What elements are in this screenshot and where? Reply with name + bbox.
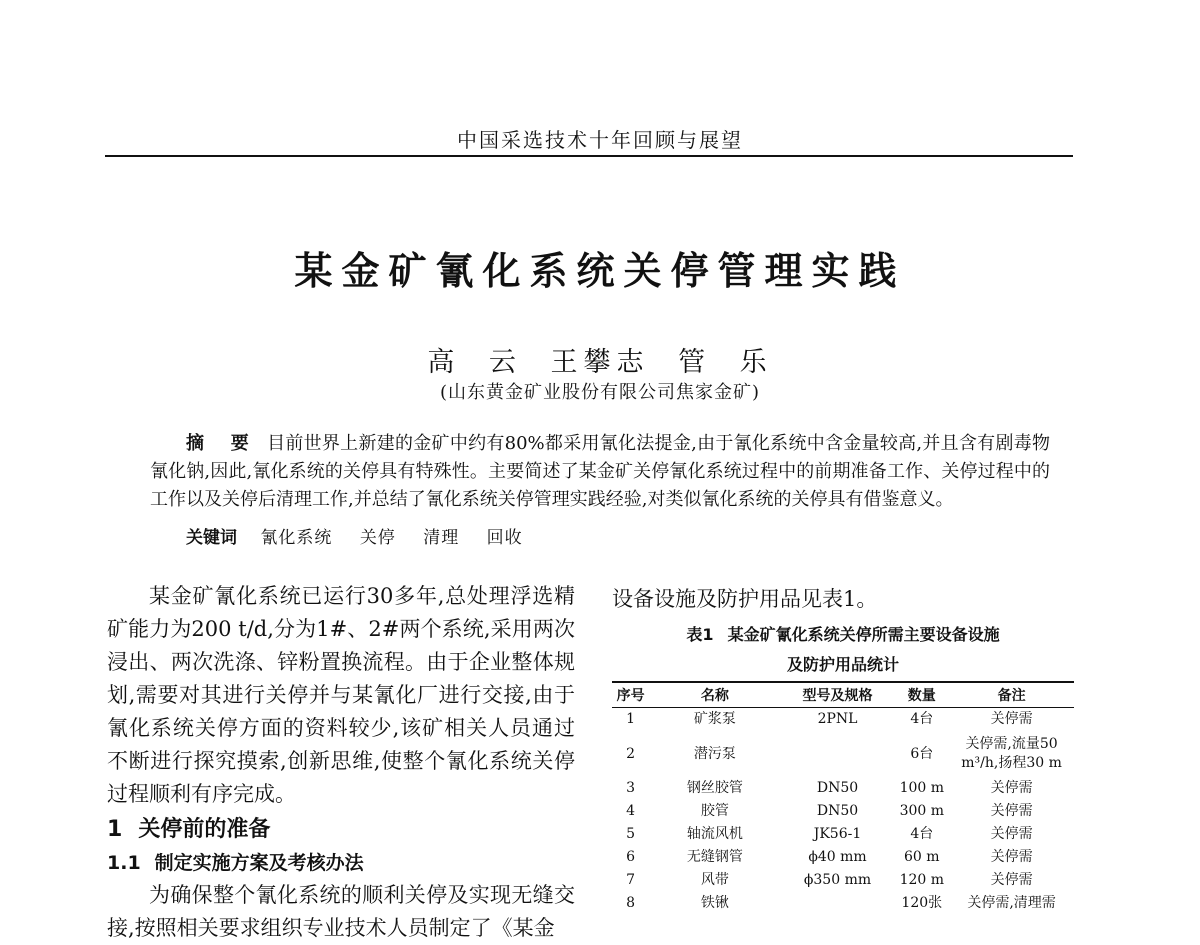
table-row <box>612 708 1074 732</box>
cell-model: JK56-1 <box>813 826 862 842</box>
cell-quantity: 6台 <box>910 745 934 762</box>
cell-remark: 关停需 <box>990 826 1033 842</box>
cell-name: 铁锹 <box>700 895 729 911</box>
table-row <box>612 777 1074 800</box>
cell-remark: 关停需 <box>990 872 1033 888</box>
cell-remark: 关停需 <box>990 849 1033 865</box>
column-header-model: 型号及规格 <box>781 682 895 708</box>
left-column <box>107 580 575 945</box>
cell-name: 钢丝胶管 <box>686 780 743 796</box>
article-title: 某金矿氰化系统关停管理实践 <box>294 248 906 293</box>
cell-name: 潜污泵 <box>693 745 736 762</box>
cell-model <box>781 731 895 777</box>
cell-no: 1 <box>626 711 636 727</box>
cell-model: DN50 <box>816 803 859 819</box>
cell-remark: 关停需,流量50 m³/h,扬程30 m <box>961 736 1062 771</box>
cell-no: 3 <box>626 780 636 796</box>
table-row <box>612 892 1074 915</box>
cell-name: 无缝钢管 <box>686 849 743 865</box>
author-list <box>0 340 1200 379</box>
cell-name: 胶管 <box>700 803 729 819</box>
table-caption-text: 某金矿氰化系统关停所需主要设备设施 <box>727 625 1000 644</box>
body-paragraph-2: 为确保整个氰化系统的顺利关停及实现无缝交接,按照相关要求组织专业技术人员制定了《某金 <box>107 883 575 940</box>
cell-quantity: 300 m <box>899 803 945 819</box>
keyword: 关停 <box>359 528 396 548</box>
equipment-table <box>612 681 1074 915</box>
keyword: 氰化系统 <box>260 528 333 548</box>
cell-model: ϕ350 mm <box>803 872 872 888</box>
cell-quantity: 4台 <box>910 826 934 842</box>
table-caption-line-2: 及防护用品统计 <box>786 655 899 674</box>
cell-remark: 关停需 <box>990 803 1033 819</box>
table-row <box>612 869 1074 892</box>
header-rule <box>105 155 1073 157</box>
author-1: 高 云 <box>427 347 522 378</box>
cell-no: 2 <box>626 745 636 762</box>
cell-no: 7 <box>626 872 636 888</box>
column-header-no: 序号 <box>612 682 649 708</box>
section-heading-1 <box>107 813 575 847</box>
cell-quantity: 120张 <box>901 895 943 911</box>
table-number: 表1 <box>686 625 714 644</box>
cell-quantity: 100 m <box>899 780 945 796</box>
cell-remark: 关停需 <box>990 711 1033 727</box>
section-title: 关停前的准备 <box>138 817 271 842</box>
cell-no: 8 <box>626 895 636 911</box>
column-header-quantity: 数量 <box>894 682 949 708</box>
keyword: 清理 <box>423 528 460 548</box>
author-3: 管 乐 <box>678 347 773 378</box>
abstract-text: 目前世界上新建的金矿中约有80%都采用氰化法提金,由于氰化系统中含金量较高,并且含有剧毒物氰化钠,因此,氰化系统的关停具有特殊性。主要简述了某金矿关停氰化系统过程中的前期准备工作、关停过程中的工作以及关停后清理工作,并总结了氰化系统关停管理实践经验,对类似氰化系统的关停具有借鉴意义。 <box>150 433 1050 510</box>
keywords-label: 关键词 <box>186 528 237 548</box>
keywords <box>186 523 545 548</box>
abstract-paragraph <box>150 430 1050 514</box>
cell-quantity: 120 m <box>899 872 945 888</box>
affiliation: (山东黄金矿业股份有限公司焦家金矿) <box>439 382 761 403</box>
abstract <box>150 430 1050 514</box>
subsection-number: 1.1 <box>107 852 141 874</box>
table-row <box>612 846 1074 869</box>
section-number: 1 <box>107 817 123 842</box>
cell-quantity: 60 m <box>904 849 940 865</box>
cell-model: 2PNL <box>817 711 858 727</box>
cell-name: 风带 <box>700 872 729 888</box>
table-caption <box>612 620 1074 680</box>
cell-remark: 关停需 <box>990 780 1033 796</box>
subsection-title: 制定实施方案及考核办法 <box>154 852 364 874</box>
table-row <box>612 823 1074 846</box>
table-row <box>612 731 1074 777</box>
cell-model: DN50 <box>816 780 859 796</box>
body-paragraph-1: 某金矿氰化系统已运行30多年,总处理浮选精矿能力为200 t/d,分为1#、2#两个系统,采用两次浸出、两次洗涤、锌粉置换流程。由于企业整体规划,需要对其进行关停并与某氰化厂进行交接,由于氰化系统关停方面的资料较少,该矿相关人员通过不断进行探究摸索,创新思维,使整个氰化系统关停过程顺利有序完成。 <box>107 584 575 806</box>
running-header: 中国采选技术十年回顾与展望 <box>457 128 743 152</box>
cell-no: 5 <box>626 826 636 842</box>
column-header-name: 名称 <box>649 682 780 708</box>
subsection-heading-1-1 <box>107 847 575 879</box>
right-column-intro: 设备设施及防护用品见表1。 <box>612 587 878 611</box>
author-2: 王攀志 <box>550 347 650 378</box>
cell-name: 轴流风机 <box>686 826 743 842</box>
cell-remark: 关停需,清理需 <box>967 895 1056 911</box>
table-row <box>612 800 1074 823</box>
table-header-row <box>612 682 1074 708</box>
cell-no: 4 <box>626 803 636 819</box>
cell-name: 矿浆泵 <box>693 711 736 727</box>
abstract-label: 摘 要 <box>186 433 260 454</box>
cell-quantity: 4台 <box>910 711 934 727</box>
table-caption-line-1 <box>612 620 1074 650</box>
cell-model <box>781 892 895 915</box>
keyword: 回收 <box>486 528 523 548</box>
column-header-remark: 备注 <box>949 682 1074 708</box>
cell-model: ϕ40 mm <box>808 849 867 865</box>
cell-no: 6 <box>626 849 636 865</box>
